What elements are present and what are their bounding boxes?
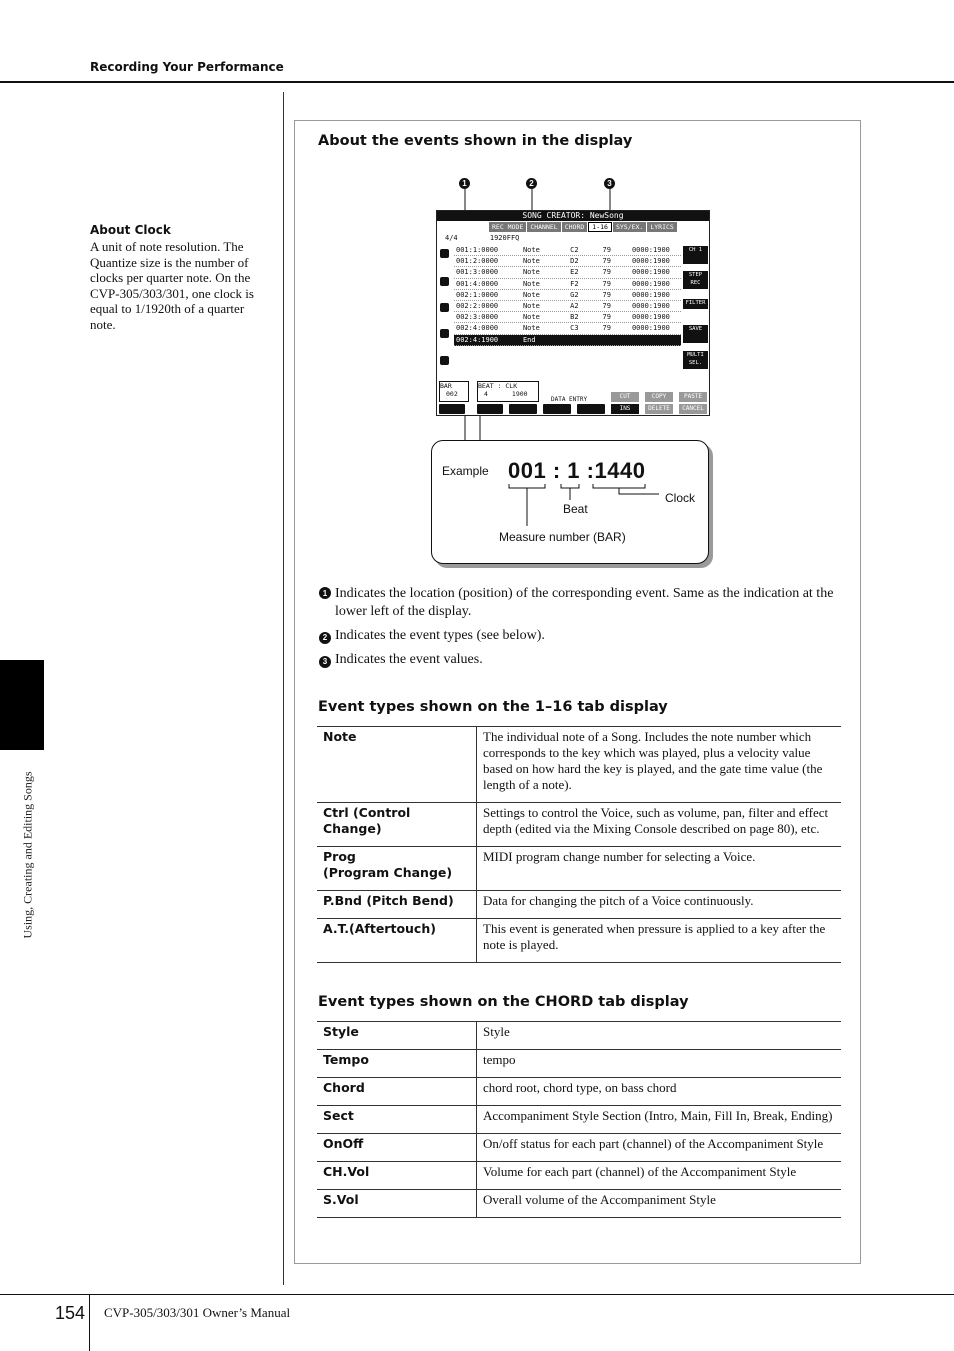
table-row (317, 1162, 841, 1190)
lcd-data-entry-label: DATA ENTRY (551, 396, 588, 403)
event-type-value: Data for changing the pitch of a Voice continuously. (477, 891, 842, 919)
lcd-event-row[interactable]: 002:4:0000 Note C3 79 0000:1900 (454, 323, 681, 334)
lcd-save-button[interactable]: SAVE (683, 325, 708, 343)
table-row (317, 1050, 841, 1078)
event-type-key: P.Bnd (Pitch Bend) (317, 891, 477, 919)
event-type-key-line-2: (Program Change) (323, 865, 453, 880)
event-type-key (317, 847, 477, 891)
lcd-event-row[interactable]: 001:2:0000 Note D2 79 0000:1900 (454, 256, 681, 267)
description-text-3: Indicates the event values. (335, 652, 483, 667)
lcd-title: SONG CREATOR: NewSong (437, 211, 709, 221)
event-type-key: Note (317, 727, 477, 803)
lcd-beat-value: 4 (484, 390, 488, 398)
event-type-value: Accompaniment Style Section (Intro, Main, Fill In, Break, Ending) (477, 1106, 842, 1134)
lcd-event-row[interactable]: 002:2:0000 Note A2 79 0000:1900 (454, 301, 681, 312)
event-type-value: Settings to control the Voice, such as volume, pan, filter and effect depth (edited via the Mixing Console described on page 80), etc. (477, 803, 842, 847)
lcd-beat-clk-box (477, 381, 539, 402)
lcd-event-row[interactable]: 002:3:0000 Note B2 79 0000:1900 (454, 312, 681, 323)
section-heading-display-events: About the events shown in the display (318, 133, 633, 149)
footer-rule (0, 1294, 954, 1295)
marker-1: 1 (459, 178, 470, 189)
lcd-event-row-selected[interactable]: 002:4:1900 End (454, 335, 681, 346)
callout-clock-label: Clock (665, 491, 696, 505)
lcd-filter-button[interactable]: FILTER (683, 299, 708, 309)
callout-sep-1: : (552, 458, 561, 483)
lcd-down-arrow-icon[interactable] (440, 277, 449, 286)
margin-note-title: About Clock (90, 223, 171, 237)
callout-clock: 1440 (594, 458, 646, 483)
event-type-value: On/off status for each part (channel) of the Accompaniment Style (477, 1134, 842, 1162)
lcd-tabs (489, 222, 677, 232)
event-type-value: Volume for each part (channel) of the Accompaniment Style (477, 1162, 842, 1190)
lcd-knob-3-icon[interactable] (509, 404, 537, 414)
event-type-value: chord root, chord type, on bass chord (477, 1078, 842, 1106)
lcd-ins-button[interactable]: INS (611, 404, 639, 414)
section-heading-chord-events: Event types shown on the CHORD tab display (318, 994, 689, 1010)
lcd-knob-4-icon[interactable] (543, 404, 571, 414)
table-row (317, 1134, 841, 1162)
lcd-tab-channel[interactable]: CHANNEL (527, 222, 560, 232)
lcd-knob-1-icon[interactable] (439, 404, 465, 414)
description-text-2: Indicates the event types (see below). (335, 628, 545, 643)
lcd-bar-value: 002 (446, 390, 458, 398)
table-row (317, 727, 841, 803)
table-row (317, 1078, 841, 1106)
lcd-bar-box (439, 381, 469, 402)
description-text-1: Indicates the location (position) of the corresponding event. Same as the indication at the lower left of the display. (335, 586, 834, 619)
lcd-multi-sel-button[interactable]: MULTI SEL. (683, 351, 708, 369)
lcd-right-arrow-icon[interactable] (440, 356, 449, 365)
callout-measure-label: Measure number (BAR) (499, 530, 626, 544)
event-type-key: A.T.(Aftertouch) (317, 919, 477, 963)
event-type-value: Style (477, 1022, 842, 1050)
lcd-event-row[interactable]: 001:1:0000 Note C2 79 0000:1900 (454, 245, 681, 256)
lcd-event-row[interactable]: 002:1:0000 Note G2 79 0000:1900 (454, 290, 681, 301)
table-row (317, 1190, 841, 1218)
margin-note-body: A unit of note resolution. The Quantize size is the number of clocks per quarter note. On the CVP-305/303/301, one clock is equal to 1/1920th of a quarter note. (90, 239, 254, 332)
lcd-meta (445, 234, 519, 242)
event-type-value: This event is generated when pressure is applied to a key after the note is played. (477, 919, 842, 963)
lcd-left-arrow-icon[interactable] (440, 329, 449, 338)
callout-example-label: Example (442, 464, 489, 478)
event-type-key: Tempo (317, 1050, 477, 1078)
manual-title: CVP-305/303/301 Owner’s Manual (104, 1305, 291, 1320)
description-2 (319, 627, 849, 645)
lcd-knob-5-icon[interactable] (577, 404, 605, 414)
callout-beat: 1 (567, 458, 581, 483)
lcd-cancel-button[interactable]: CANCEL (679, 404, 707, 414)
running-header: Recording Your Performance (90, 60, 284, 74)
lcd-tempo: 1920FFQ (489, 234, 520, 242)
lcd-bar-label: BAR (440, 382, 452, 390)
lcd-event-row[interactable]: 001:3:0000 Note E2 79 0000:1900 (454, 267, 681, 278)
lcd-knob-2-icon[interactable] (477, 404, 503, 414)
event-type-key: Chord (317, 1078, 477, 1106)
lcd-event-row[interactable]: 001:4:0000 Note F2 79 0000:1900 (454, 279, 681, 290)
table-row (317, 1022, 841, 1050)
column-divider (283, 92, 284, 1285)
lcd-tab-rec-mode[interactable]: REC MODE (489, 222, 526, 232)
lcd-cut-button[interactable]: CUT (611, 392, 639, 402)
table-row (317, 847, 841, 891)
event-type-value: MIDI program change number for selecting a Voice. (477, 847, 842, 891)
callout-measure: 001 (508, 458, 547, 483)
lcd-tab-1-16[interactable]: 1-16 (588, 222, 612, 232)
event-type-key-line-1: Prog (323, 849, 356, 864)
lcd-step-rec-button[interactable]: STEP REC (683, 271, 708, 289)
lcd-ch-button[interactable]: CH 1 (683, 246, 708, 264)
table-chord-events (317, 1021, 841, 1218)
description-marker-3: 3 (319, 656, 331, 668)
page-number: 154 (55, 1303, 86, 1323)
event-type-key: CH.Vol (317, 1162, 477, 1190)
lcd-tab-sys-ex[interactable]: SYS/EX. (613, 222, 646, 232)
description-marker-2: 2 (319, 632, 331, 644)
event-type-value: tempo (477, 1050, 842, 1078)
table-row (317, 891, 841, 919)
margin-note (90, 223, 270, 332)
lcd-up-arrow-icon[interactable] (440, 249, 449, 258)
description-marker-1: 1 (319, 587, 331, 599)
callout-sep-2: : (586, 458, 595, 483)
lcd-display (436, 210, 710, 416)
table-row (317, 1106, 841, 1134)
lcd-tab-chord[interactable]: CHORD (562, 222, 588, 232)
lcd-time-signature: 4/4 (445, 234, 458, 242)
chapter-tab-label: Using, Creating and Editing Songs (20, 771, 35, 939)
lcd-copy-button[interactable]: COPY (645, 392, 673, 402)
marker-2: 2 (526, 178, 537, 189)
table-row (317, 919, 841, 963)
event-type-key: Sect (317, 1106, 477, 1134)
marker-3: 3 (604, 178, 615, 189)
event-type-key: Style (317, 1022, 477, 1050)
description-1 (319, 585, 849, 621)
callout-beat-label: Beat (563, 502, 588, 516)
description-3 (319, 651, 849, 669)
section-heading-1-16-events: Event types shown on the 1–16 tab display (318, 699, 668, 715)
lcd-beat-clk-label: BEAT : CLK (478, 382, 518, 390)
event-type-key: Ctrl (Control Change) (317, 803, 477, 847)
header-rule (0, 81, 954, 83)
lcd-up-arrow-icon-2[interactable] (440, 303, 449, 312)
table-row (317, 803, 841, 847)
lcd-delete-button[interactable]: DELETE (645, 404, 673, 414)
lcd-event-list (454, 245, 681, 346)
event-type-key: S.Vol (317, 1190, 477, 1218)
lcd-tab-lyrics[interactable]: LYRICS (647, 222, 676, 232)
lcd-paste-button[interactable]: PASTE (679, 392, 707, 402)
chapter-tab (0, 660, 44, 750)
footer-divider (89, 1294, 90, 1351)
event-type-value: Overall volume of the Accompaniment Style (477, 1190, 842, 1218)
event-type-key: OnOff (317, 1134, 477, 1162)
event-type-value: The individual note of a Song. Includes the note number which corresponds to the key which was played, plus a velocity value based on how hard the key is played, and the gate time value (the length of a note). (477, 727, 842, 803)
table-1-16-events (317, 726, 841, 963)
lcd-clk-value: 1900 (511, 390, 528, 398)
